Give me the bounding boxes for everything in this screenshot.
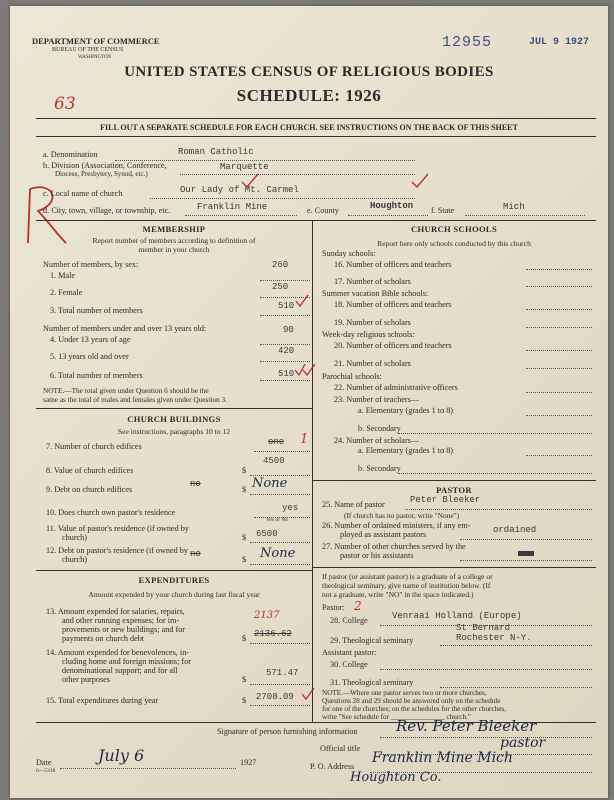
pastor-note-4: write "See schedule for _______________ church." <box>322 713 471 721</box>
q4-label: 4. Under 13 years of age <box>50 335 131 344</box>
city-label: d. City, town, village, or township, etc. <box>43 206 171 215</box>
q13-label-3: provements or new buildings; and for <box>62 625 186 634</box>
q25-value[interactable]: Peter Bleeker <box>410 495 481 505</box>
census-schedule-page <box>10 6 608 798</box>
q24b-line <box>398 473 592 474</box>
vacation-label: Summer vacation Bible schools: <box>322 289 429 298</box>
serial-number-stamp: 12955 <box>442 34 493 51</box>
denomination-label: a. Denomination <box>43 150 98 159</box>
address-value-2[interactable]: Houghton Co. <box>350 770 442 785</box>
q14-dollar: $ <box>242 675 247 684</box>
q7-label: 7. Number of church edifices <box>46 442 142 451</box>
q26-line <box>460 539 592 540</box>
date-year: 1927 <box>240 758 257 767</box>
q14-value[interactable]: 571.47 <box>266 668 299 678</box>
instruction-line: FILL OUT A SEPARATE SCHEDULE FOR EACH CHURCH. SEE INSTRUCTIONS ON THE BACK OF THIS SHEET <box>100 123 518 132</box>
q31-line <box>440 687 592 688</box>
q19-line <box>526 327 592 328</box>
division-value[interactable]: Marquette <box>220 162 269 172</box>
membership-note-1: NOTE.—The total given under Question 6 should be the <box>43 386 209 395</box>
division-label-1: b. Division (Association, Conference, <box>43 161 167 170</box>
q25-line <box>405 509 592 510</box>
official-title-value[interactable]: pastor <box>500 735 546 751</box>
red-check-mark-icon <box>410 172 430 190</box>
q24a-label: a. Elementary (grades 1 to 8) <box>358 446 454 455</box>
q10-label: 10. Does church own pastor's residence <box>46 508 176 517</box>
q26-label-1: 26. Number of ordained ministers, if any em- <box>322 521 471 530</box>
q10-value[interactable]: yes <box>282 503 299 513</box>
membership-bottom-rule <box>36 408 312 409</box>
q24b-label: b. Secondary <box>358 464 401 473</box>
q9-typed[interactable]: no <box>190 479 201 489</box>
state-label: f. State <box>431 206 455 215</box>
membership-intro-2: member in your church <box>138 245 210 254</box>
form-number: 6—5318 <box>36 768 56 774</box>
red-check-mark-icon <box>240 172 260 190</box>
q9-line <box>250 494 310 495</box>
q13-label-4: payments on church debt <box>62 634 145 643</box>
q2-label: 2. Female <box>50 288 83 297</box>
denomination-value[interactable]: Roman Catholic <box>178 147 254 157</box>
official-title-label: Official title <box>320 744 361 753</box>
q28-value[interactable]: Venraai Holland (Europe) <box>392 611 522 621</box>
buildings-sub: See instructions, paragraphs 10 to 12 <box>117 427 231 436</box>
pastor-note-2: Questions 28 and 29 should be answered only on the schedule <box>322 697 501 705</box>
q29-line <box>440 645 592 646</box>
q23b-line <box>398 433 592 434</box>
q27-bottom-rule <box>312 567 596 568</box>
pastor-note-3: for one of the churches; on the schedules for the other churches, <box>322 705 507 713</box>
pastor-note-1: NOTE.—Where one pastor serves two or more churches, <box>322 689 487 697</box>
received-date-stamp: JUL 9 1927 <box>529 37 590 48</box>
county-line <box>348 215 428 216</box>
red-check-mark-icon <box>294 293 310 309</box>
local-name-label: c. Local name of church <box>43 189 123 198</box>
q8-dollar: $ <box>242 466 247 475</box>
bureau-name: BUREAU OF THE CENSUS <box>52 47 124 53</box>
q9-handwritten[interactable]: None <box>252 476 288 491</box>
weekday-label: Week-day religious schools: <box>322 330 415 339</box>
address-value-1[interactable]: Franklin Mine Mich <box>372 750 513 766</box>
buildings-heading: CHURCH BUILDINGS <box>127 414 221 424</box>
frame-top-rule <box>36 220 596 221</box>
college-note-1: If pastor (or assistant pastor) is a graduate of a college or <box>322 572 493 581</box>
q12-line <box>250 564 310 565</box>
q25-note: (If church has no pastor, write "None") <box>344 511 460 520</box>
column-divider-lower <box>312 672 313 722</box>
bureau-city: WASHINGTON <box>78 55 112 60</box>
q15-label: 15. Total expenditures during year <box>46 696 159 705</box>
q25-label: 25. Name of pastor <box>322 500 385 509</box>
membership-intro-1: Report number of members according to definition of <box>92 236 256 245</box>
q13-line <box>250 643 310 644</box>
pastor-sub-label: Pastor: <box>322 603 345 612</box>
membership-note-2: same as the total of males and females given under Question 3. <box>43 395 227 404</box>
q1-label: 1. Male <box>50 271 76 280</box>
signature-line <box>380 737 592 738</box>
q14-label-4: other purposes <box>62 675 110 684</box>
city-line <box>185 215 297 216</box>
q24-label: 24. Number of scholars— <box>334 436 420 445</box>
q17-label: 17. Number of scholars <box>334 277 411 286</box>
red-check-mark-icon <box>300 686 316 702</box>
q15-value[interactable]: 2708.09 <box>256 692 294 702</box>
q21-line <box>526 368 592 369</box>
q19-label: 19. Number of scholars <box>334 318 411 327</box>
q16-line <box>526 269 592 270</box>
department-name: DEPARTMENT OF COMMERCE <box>32 36 160 46</box>
q6-value[interactable]: 510 <box>278 369 295 379</box>
q7-typed[interactable]: one <box>268 437 285 447</box>
sunday-label: Sunday schools: <box>322 249 376 258</box>
date-line <box>60 768 236 769</box>
q11-label-1: 11. Value of pastor's residence (if owned by <box>46 524 189 533</box>
q30-line <box>380 669 592 670</box>
date-value[interactable]: July 6 <box>98 746 145 765</box>
q27-struck-value <box>518 551 534 556</box>
q29-value-2[interactable]: Rochester N-Y. <box>456 633 532 643</box>
college-note-2: theological seminary, give name of institution below. (If <box>322 581 491 590</box>
q3-value[interactable]: 510 <box>278 301 295 311</box>
q7-handwritten[interactable]: 1 <box>300 432 309 447</box>
q12-label-1: 12. Debt on pastor's residence (if owned by <box>46 546 188 555</box>
q8-label: 8. Value of church edifices <box>46 466 134 475</box>
q29-value-1[interactable]: St Bernard <box>456 623 511 633</box>
q27-label-1: 27. Number of other churches served by the <box>322 542 466 551</box>
q4-value[interactable]: 90 <box>283 325 294 335</box>
schools-heading: CHURCH SCHOOLS <box>410 224 498 234</box>
q8-value[interactable]: 4500 <box>263 456 285 466</box>
q20-label: 20. Number of officers and teachers <box>334 341 452 350</box>
signature-label: Signature of person furnishing information <box>217 727 358 736</box>
header-rule-bottom <box>36 136 596 137</box>
q7-line <box>254 451 310 452</box>
q22-label: 22. Number of administrative officers <box>334 383 458 392</box>
q14-label-1: 14. Amount expended for benevolences, in- <box>46 648 190 657</box>
parochial-label: Parochial schools: <box>322 372 382 381</box>
q1-value[interactable]: 260 <box>272 260 289 270</box>
q28-label: 28. College <box>330 616 368 625</box>
state-line <box>465 215 585 216</box>
q12-dollar: $ <box>242 555 247 564</box>
division-label-2: Diocese, Presbytery, Synod, etc.) <box>55 170 148 178</box>
q26-value[interactable]: ordained <box>493 525 537 535</box>
expenditures-sub: Amount expended by your church during last fiscal year <box>88 590 260 599</box>
county-label: e. County <box>307 206 339 215</box>
assistant-pastor-label: Assistant pastor: <box>322 648 377 657</box>
q13-label-2: and other running expenses; for im- <box>62 616 180 625</box>
q5-label: 5. 13 years old and over <box>50 352 129 361</box>
q14-line <box>250 684 310 685</box>
q9-label: 9. Debt on church edifices <box>46 485 133 494</box>
pastor-heading: PASTOR <box>436 485 472 495</box>
q20-line <box>526 350 592 351</box>
membership-heading: MEMBERSHIP <box>142 224 206 234</box>
q3-line <box>260 315 310 316</box>
q9-dollar: $ <box>242 485 247 494</box>
q2-value[interactable]: 250 <box>272 282 289 292</box>
schools-bottom-rule <box>312 480 596 481</box>
q15-line <box>250 705 310 706</box>
q14-label-2: cluding home and foreign missions; for <box>62 657 191 666</box>
county-value[interactable]: Houghton <box>370 201 414 211</box>
form-title: UNITED STATES CENSUS OF RELIGIOUS BODIES <box>124 64 494 80</box>
q13-label-1: 13. Amount expended for salaries, repairs, <box>46 607 185 616</box>
q22-line <box>526 392 592 393</box>
q1-line <box>260 280 310 281</box>
q30-label: 30. College <box>330 660 368 669</box>
signature-value[interactable]: Rev. Peter Bleeker <box>396 717 537 735</box>
q18-label: 18. Number of officers and teachers <box>334 300 452 309</box>
q11-label-2: church) <box>62 533 88 542</box>
buildings-bottom-rule <box>36 570 312 571</box>
q29-label: 29. Theological seminary <box>330 636 414 645</box>
address-label: P. O. Address <box>310 762 355 771</box>
q27-label-2: pastor or his assistants <box>340 551 414 560</box>
q10-yes-no-hint: Yes or No <box>266 517 289 523</box>
q23b-label: b. Secondary <box>358 424 401 433</box>
date-label: Date <box>36 758 52 767</box>
header-rule-top <box>36 118 596 119</box>
q13-handwritten[interactable]: 2137 <box>254 610 280 621</box>
q26-label-2: ployed as assistant pastors <box>340 530 427 539</box>
q18-line <box>526 309 592 310</box>
q24a-line <box>526 455 592 456</box>
q13-value[interactable]: 2136.62 <box>254 629 292 639</box>
q4-line <box>260 344 310 345</box>
q15-dollar: $ <box>242 696 247 705</box>
q23a-label: a. Elementary (grades 1 to 8) <box>358 406 454 415</box>
q17-line <box>526 286 592 287</box>
q11-dollar: $ <box>242 533 247 542</box>
local-name-value[interactable]: Our Lady of Mt. Carmel <box>180 185 299 195</box>
q27-line <box>460 560 592 561</box>
q12-label-2: church) <box>62 555 88 564</box>
city-value[interactable]: Franklin Mine <box>197 202 268 212</box>
q5-value[interactable]: 420 <box>278 346 295 356</box>
red-double-check-icon <box>294 362 316 378</box>
q16-label: 16. Number of officers and teachers <box>334 260 452 269</box>
q12-handwritten[interactable]: None <box>260 546 296 561</box>
q3-label: 3. Total number of members <box>50 306 143 315</box>
local-name-line <box>150 198 415 199</box>
q23a-line <box>526 415 592 416</box>
column-divider <box>312 220 313 672</box>
form-subtitle: SCHEDULE: 1926 <box>236 86 382 105</box>
margin-number-mark: 63 <box>54 94 76 114</box>
q14-label-3: denominational support; and for all <box>62 666 178 675</box>
division-line <box>180 174 415 175</box>
q12-typed[interactable]: no <box>190 549 201 559</box>
members-by-sex-label: Number of members, by sex: <box>43 260 139 269</box>
expenditures-heading: EXPENDITURES <box>138 575 210 585</box>
state-value[interactable]: Mich <box>503 202 525 212</box>
q13-dollar: $ <box>242 634 247 643</box>
q23-label: 23. Number of teachers— <box>334 395 420 404</box>
q11-value[interactable]: 6500 <box>256 529 278 539</box>
age-label: Number of members under and over 13 years old: <box>43 324 207 333</box>
q6-line <box>260 380 310 381</box>
college-note-3: not a graduate, write "NO" in the space indicated.) <box>322 590 474 599</box>
q11-line <box>250 542 310 543</box>
q6-label: 6. Total number of members <box>50 371 143 380</box>
pastor-handwritten-mark: 2 <box>354 599 362 613</box>
q21-label: 21. Number of scholars <box>334 359 411 368</box>
schools-intro: Report here only schools conducted by this church <box>377 239 531 248</box>
q31-label: 31. Theological seminary <box>330 678 414 687</box>
